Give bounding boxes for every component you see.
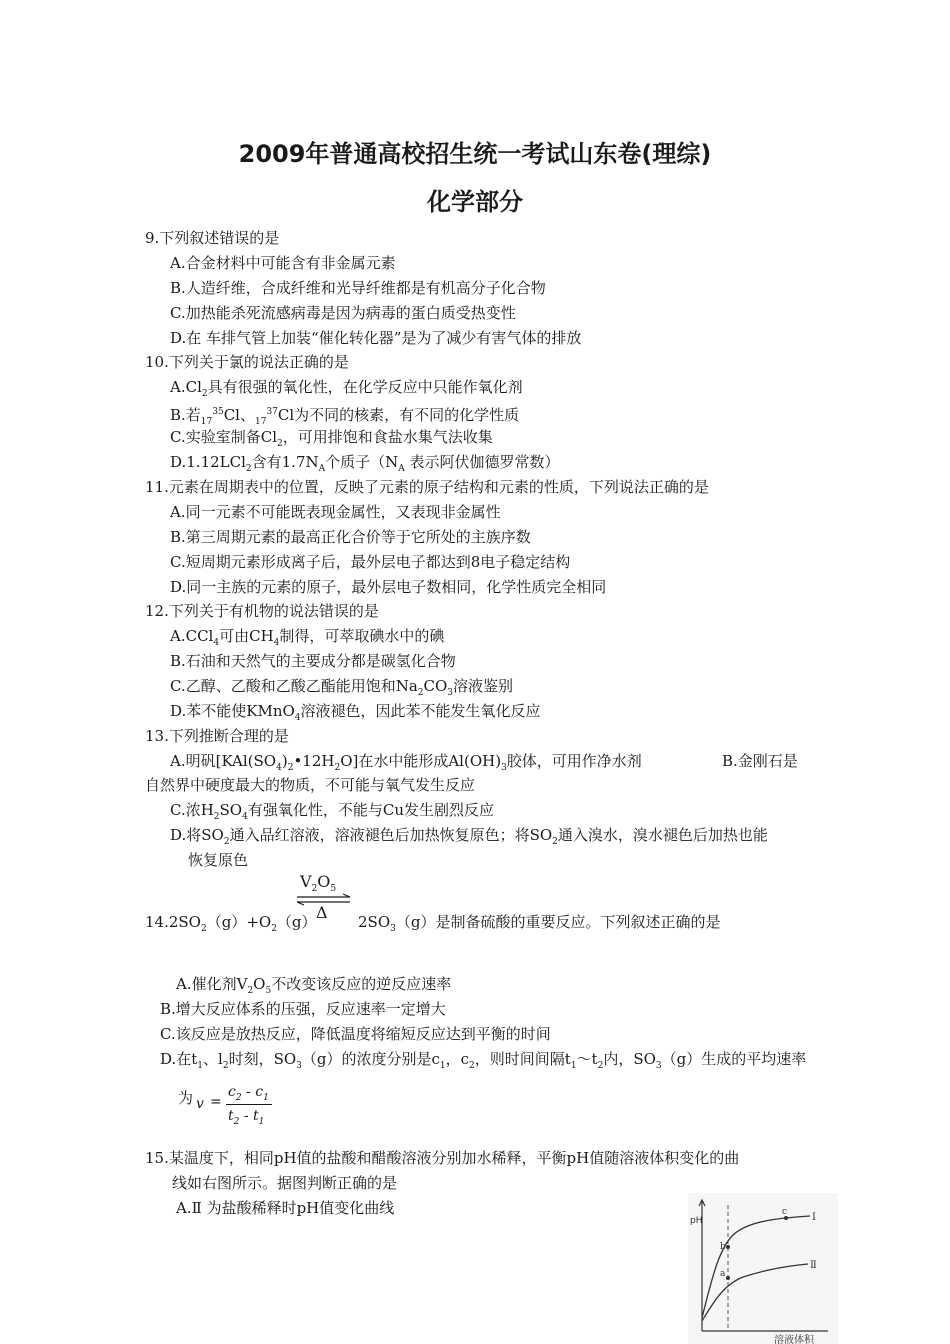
q13-option-a: A.明矾$[KAl(SO_4)_2•12H_2O]$在水中能形成$Al(OH)_3$胶体，可用作净水剂 — [170, 752, 642, 773]
curve-i-label: Ⅰ — [812, 1212, 816, 1223]
question-12-stem: 12.下列关于有机物的说法错误的是 — [145, 602, 379, 620]
question-15-stem: 15.某温度下，相同pH值的盐酸和醋酸溶液分别加水稀释，平衡pH值随溶液体积变化的曲 — [145, 1149, 740, 1167]
q14-option-a: A.催化剂$V_2O_5$不改变该反应的逆反应速率 — [176, 975, 452, 996]
x-axis-label: 溶液体积 — [774, 1335, 814, 1344]
point-b-label: b — [720, 1242, 726, 1252]
q9-option-a: A.合金材料中可能含有非金属元素 — [170, 254, 396, 272]
q13-option-b: B.金刚石是 — [722, 752, 798, 770]
fraction-bar — [226, 1104, 272, 1105]
question-14-stem: $14.2SO_2(g)+O_2(g)$ — [145, 913, 317, 934]
question-14-stem-product: $2SO_3(g)$是制备硫酸的重要反应。下列叙述正确的是 — [358, 913, 721, 934]
q10-option-d: D.1.12LCl$_2$含有$1.7N_A$个质子（$N_A$ 表示阿伏伽德罗常数） — [170, 453, 560, 474]
question-11-stem: 11.元素在周期表中的位置，反映了元素的原子结构和元素的性质，下列说法正确的是 — [145, 478, 709, 496]
q9-option-c: C.加热能杀死流感病毒是因为病毒的蛋白质受热变性 — [170, 304, 516, 322]
formula-numerator: $c_2 - c_1$ — [228, 1084, 269, 1103]
question-15-stem-continued: 线如右图所示。据图判断正确的是 — [172, 1174, 398, 1192]
q12-option-c: C.乙醇、乙酸和乙酸乙酯能用饱和$Na_2CO_3$溶液鉴别 — [170, 677, 514, 698]
q10-option-b: B.若$_{17}^{35}$Cl、$_{17}^{37}$Cl为不同的核素，有不同的化学性质 — [170, 406, 520, 427]
page-title: 2009年普通高校招生统一考试山东卷(理综) — [238, 140, 712, 168]
q14-option-c: C.该反应是放热反应，降低温度将缩短反应达到平衡的时间 — [160, 1025, 551, 1043]
q13-option-d: D.将$SO_2$通入品红溶液，溶液褪色后加热恢复原色；将$SO_2$通入溴水，溴水褪色后加热也能 — [170, 826, 768, 847]
q10-option-a: $A.Cl_2$具有很强的氧化性，在化学反应中只能作氧化剂 — [170, 378, 523, 399]
q11-option-d: D.同一主族的元素的原子，最外层电子数相同，化学性质完全相同 — [170, 578, 607, 596]
catalyst-label: $V_2O_5$ — [300, 872, 337, 895]
point-c-label: c — [782, 1207, 788, 1217]
q11-option-c: C.短周期元素形成离子后，最外层电子都达到8电子稳定结构 — [170, 553, 571, 571]
formula-v: v — [196, 1096, 204, 1112]
question-10-stem: 10.下列关于氯的说法正确的是 — [145, 353, 349, 371]
point-b — [726, 1245, 730, 1249]
q11-option-a: A.同一元素不可能既表现金属性，又表现非金属性 — [170, 503, 501, 521]
formula-denominator: $t_2 - t_1$ — [228, 1108, 265, 1127]
q12-option-d: D.苯不能使KMnO$_4$溶液褪色，因此苯不能发生氧化反应 — [170, 702, 541, 723]
y-axis-label: pH — [690, 1216, 703, 1226]
page-subtitle: 化学部分 — [427, 188, 523, 216]
question-13-stem: 13.下列推断合理的是 — [145, 727, 289, 745]
q13-option-d-continued: 恢复原色 — [188, 851, 249, 869]
q14-option-d: D.在$t_1$、$l_2$时刻，$SO_3(g)$的浓度分别是$c_1$，$c_2$，则时间间隔$t_1\sim t_2$内，$SO_3(g)$生成的平均速率 — [160, 1050, 807, 1071]
q10-option-c: C.实验室制备$Cl_2$，可用排饱和食盐水集气法收集 — [170, 428, 493, 449]
point-a — [726, 1276, 730, 1280]
q14-option-b: B.增大反应体系的压强，反应速率一定增大 — [160, 1000, 446, 1018]
q11-option-b: B.第三周期元素的最高正化合价等于它所处的主族序数 — [170, 528, 531, 546]
q9-option-b: B.人造纤维，合成纤维和光导纤维都是有机高分子化合物 — [170, 279, 546, 297]
q13-option-c: C.浓$H_2SO_4$有强氧化性，不能与Cu发生剧烈反应 — [170, 801, 494, 822]
formula-equals: = — [210, 1094, 222, 1110]
q13-option-b-continued: 自然界中硬度最大的物质，不可能与氧气发生反应 — [145, 776, 476, 794]
q15-option-a: A.Ⅱ 为盐酸稀释时pH值变化曲线 — [176, 1199, 395, 1217]
formula-prefix: 为 — [178, 1089, 194, 1107]
question-9-stem: 9.下列叙述错误的是 — [145, 229, 280, 247]
q12-option-b: B.石油和天然气的主要成分都是碳氢化合物 — [170, 652, 456, 670]
q9-option-d: D.在 车排气管上加装“催化转化器”是为了减少有害气体的排放 — [170, 329, 582, 347]
point-a-label: a — [720, 1269, 726, 1279]
heat-symbol: Δ — [316, 903, 328, 922]
curve-ii-label: Ⅱ — [810, 1260, 817, 1271]
ph-dilution-figure — [688, 1193, 838, 1344]
q12-option-a: A.CCl$_4$可由$CH_4$制得，可萃取碘水中的碘 — [170, 627, 445, 648]
